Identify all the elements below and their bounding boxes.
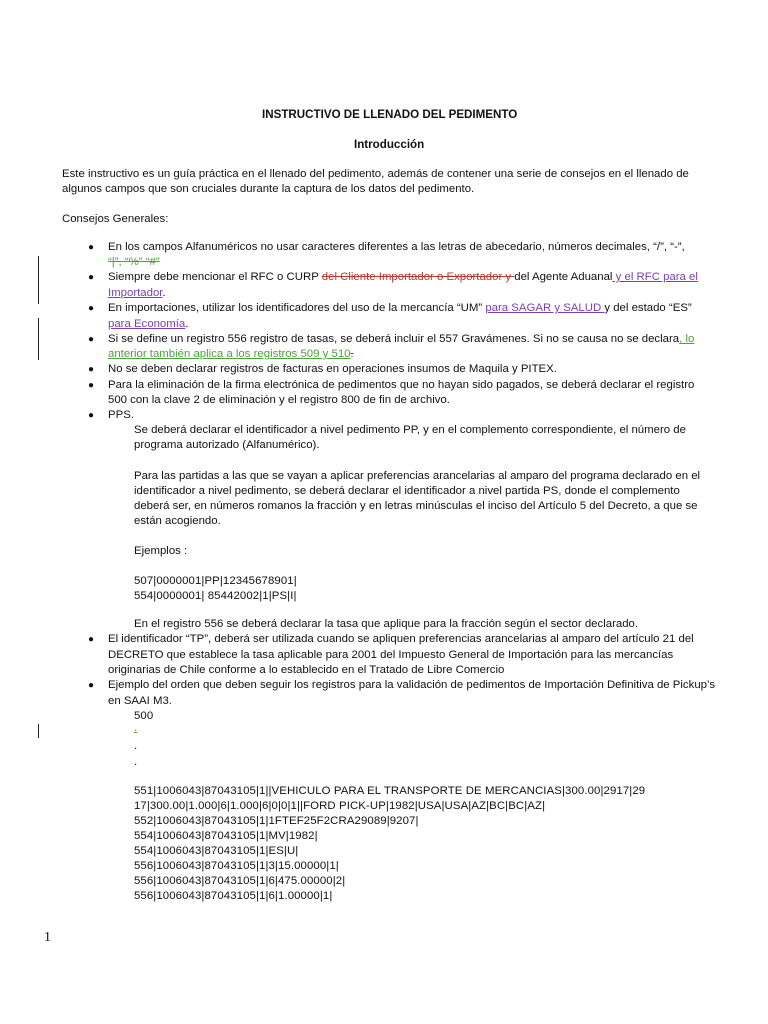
bullet-1-line-1: En los campos Alfanuméricos no usar caracteres diferentes a las letras de abecedario, números decimales, “/”, “-”, <box>108 241 685 253</box>
bullet-icon: ● <box>88 334 95 345</box>
change-bar <box>38 318 39 360</box>
bullet-3-line-1 <box>108 302 692 314</box>
record-554-es: 554|1006043|87043105|1|ES|U| <box>134 845 299 857</box>
bullet-2-line-2 <box>108 287 166 299</box>
bullet-6-line-1: Para la eliminación de la firma electrónica de pedimentos que no hayan sido pagados, se deberá declarar el registro <box>108 379 695 391</box>
bullet-5-text: No se deben declarar registros de facturas en operaciones insumos de Maquila y PITEX. <box>108 363 557 375</box>
bullet-8-line-2: DECRETO que establece la tasa aplicable para 2001 del Impuesto General de Importación para las mercancías <box>108 649 674 661</box>
pps-para-2-line-1: Para las partidas a las que se vayan a aplicar preferencias arancelarias al amparo del programa declarado en el <box>134 470 701 482</box>
change-bar <box>38 256 39 304</box>
record-551-line-1: 551|1006043|87043105|1||VEHICULO PARA EL TRANSPORTE DE MERCANCIAS|300.00|2917|29 <box>134 785 646 797</box>
bullet-icon: ● <box>88 364 95 375</box>
bullet-2-text: Siempre debe mencionar el RFC o CURP <box>108 271 322 283</box>
bullet-4-inserted-1: , lo <box>679 333 695 345</box>
section-heading-introduccion: Introducción <box>354 138 425 151</box>
intro-line-2: algunos campos que son cruciales durante la captura de los datos del pedimento. <box>62 183 475 195</box>
intro-line-1: Este instructivo es un guía práctica en el llenado del pedimento, además de contener una serie de consejos en el llenado de <box>62 168 689 180</box>
record-556-c: 556|1006043|87043105|1|6|1.00000|1| <box>134 890 333 902</box>
example-record-1: 507|0000001|PP|12345678901| <box>134 575 297 587</box>
bullet-icon: ● <box>88 380 95 391</box>
record-556-b: 556|1006043|87043105|1|6|475.00000|2| <box>134 875 346 887</box>
pps-para-2-line-3: deberá ser, en números romanos la fracción y en letras minúsculas el inciso del Artículo 5 del Decreto, a que se <box>134 500 698 512</box>
record-551-line-2: 17|300.00|1.000|6|1.000|6|0|0|1||FORD PICK-UP|1982|USA|USA|AZ|BC|BC|AZ| <box>134 800 546 812</box>
bullet-4-text: Si se define un registro 556 registro de tasas, se deberá incluir el 557 Gravámenes. Si no se causa no se declara <box>108 333 680 345</box>
record-556-a: 556|1006043|87043105|1|3|15.00000|1| <box>134 860 339 872</box>
bullet-3-inserted-2: para Economía <box>108 318 186 330</box>
consejos-heading: Consejos Generales: <box>62 213 169 225</box>
bullet-icon: ● <box>88 303 95 314</box>
bullet-2-inserted-2: Importador <box>108 287 163 299</box>
record-500: 500 <box>134 710 154 722</box>
bullet-icon: ● <box>88 242 95 253</box>
bullet-4-line-2 <box>108 348 354 360</box>
bullet-7-text: PPS. <box>108 409 134 421</box>
bullet-3-text: En importaciones, utilizar los identificadores del uso de la mercancía “UM” <box>108 302 486 314</box>
ellipsis-dot: . <box>134 740 138 752</box>
bullet-3-period: . <box>185 318 189 330</box>
bullet-icon: ● <box>88 680 95 691</box>
bullet-4-line-1 <box>108 333 694 345</box>
bullet-8-line-1: El identificador “TP”, deberá ser utilizada cuando se apliquen preferencias arancelarias al amparo del artículo 21 del <box>108 633 694 645</box>
pps-para-2-line-2: identificador a nivel pedimento, se deberá declarar el identificador a nivel partida PS, donde el complemento <box>134 485 680 497</box>
pps-para-1-line-1: Se deberá declarar el identificador a nivel pedimento PP, y en el complemento correspondiente, el número de <box>134 424 686 436</box>
change-bar <box>38 724 39 738</box>
bullet-1-deleted-text: “|”, “%” “#” <box>108 256 160 268</box>
bullet-icon: ● <box>88 410 95 421</box>
bullet-8-line-3: originarias de Chile conforme a lo establecido en el Tratado de Libre Comercio <box>108 664 505 676</box>
pps-para-2-line-4: están acogiendo. <box>134 515 221 527</box>
bullet-3-inserted-1: para SAGAR y SALUD <box>485 302 605 314</box>
bullet-2-period: . <box>162 287 166 299</box>
pps-para-3: En el registro 556 se deberá declarar la tasa que aplique para la fracción según el sector declarado. <box>134 618 639 630</box>
bullet-4-deleted: . <box>350 348 354 360</box>
bullet-6-line-2: 500 con la clave 2 de eliminación y el registro 800 de fin de archivo. <box>108 394 450 406</box>
example-record-2: 554|0000001| 85442002|1|PS|I| <box>134 590 297 602</box>
bullet-icon: ● <box>88 272 95 283</box>
bullet-3-line-2 <box>108 318 188 330</box>
bullet-2-inserted-1: y el RFC para el <box>612 271 698 283</box>
bullet-9-line-2: en SAAI M3. <box>108 695 172 707</box>
ellipsis-dot: . <box>134 756 138 768</box>
bullet-2-deleted-1: del Cliente <box>321 271 376 283</box>
bullet-icon: ● <box>88 634 95 645</box>
inserted-dot: . <box>134 722 138 734</box>
bullet-2-text-mid: del Agente Aduanal <box>514 271 613 283</box>
bullet-2-deleted-2: Importador o Exportador y <box>375 271 515 283</box>
record-554-mv: 554|1006043|87043105|1|MV|1982| <box>134 830 318 842</box>
document-title: INSTRUCTIVO DE LLENADO DEL PEDIMENTO <box>262 108 518 121</box>
page-number: 1 <box>44 930 51 945</box>
bullet-2-line-1 <box>108 271 698 283</box>
record-552: 552|1006043|87043105|1|1FTEF25F2CRA29089|9207| <box>134 815 419 827</box>
examples-label: Ejemplos : <box>134 545 188 557</box>
pps-para-1-line-2: programa autorizado (Alfanumérico). <box>134 439 320 451</box>
bullet-4-inserted-2: anterior también aplica a los registros 509 y 510 <box>108 348 351 360</box>
bullet-9-line-1: Ejemplo del orden que deben seguir los registros para la validación de pedimentos de Importación Definitiva de Pickup’s <box>108 679 716 691</box>
bullet-3-text-mid: y del estado “ES” <box>604 302 692 314</box>
